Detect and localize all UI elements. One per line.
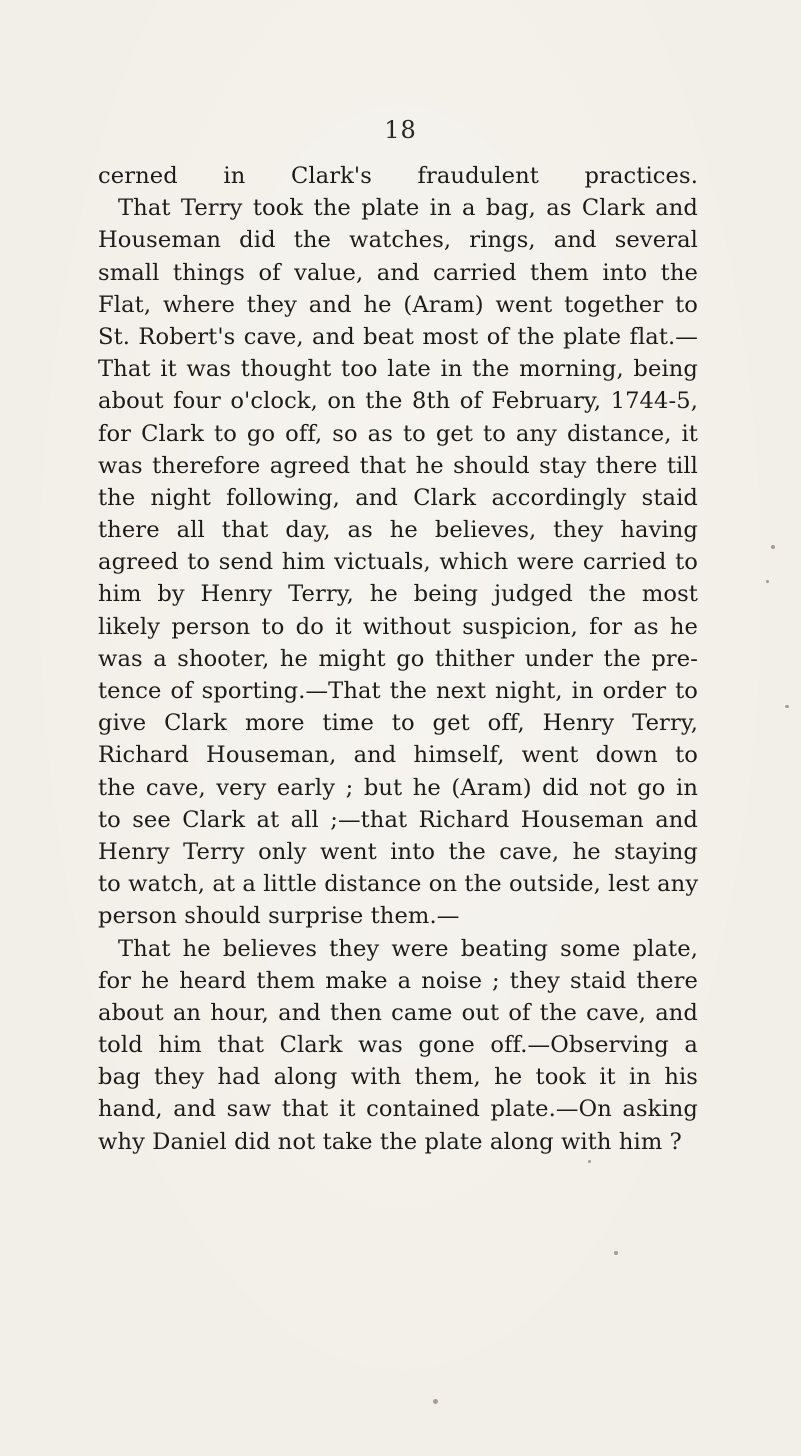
text-line: why Daniel did not take the plate along with him ? xyxy=(98,1128,682,1155)
ink-speck xyxy=(771,545,775,549)
ink-speck xyxy=(766,580,769,583)
body-text xyxy=(98,160,698,1158)
text-line: St. Robert's cave, and beat most of the plate flat.— xyxy=(98,323,698,350)
text-line: was therefore agreed that he should stay there till xyxy=(98,452,698,479)
ink-speck xyxy=(588,1160,591,1163)
text-line: hand, and saw that it contained plate.—On asking xyxy=(98,1096,698,1123)
text-line: the cave, very early ; but he (Aram) did not go in xyxy=(98,774,698,801)
text-line: was a shooter, he might go thither under the pre- xyxy=(98,645,698,672)
text-line: the night following, and Clark accordingly staid xyxy=(98,484,698,511)
text-line: likely person to do it without suspicion, for as he xyxy=(98,613,698,640)
text-line: That it was thought too late in the morning, being xyxy=(98,356,698,383)
text-line: there all that day, as he believes, they having xyxy=(98,517,698,544)
text-line: to watch, at a little distance on the outside, lest any xyxy=(98,871,699,898)
text-line: Richard Houseman, and himself, went down to xyxy=(98,742,698,769)
text-line: tence of sporting.—That the next night, in order to xyxy=(98,678,698,704)
text-line: small things of value, and carried them into the xyxy=(98,259,698,286)
text-line: told him that Clark was gone off.—Observing a xyxy=(98,1032,698,1059)
text-line: Flat, where they and he (Aram) went together to xyxy=(98,291,698,318)
text-line: give Clark more time to get off, Henry Terry, xyxy=(98,710,698,737)
text-line: for Clark to go off, so as to get to any distance, it xyxy=(98,420,698,447)
ink-speck xyxy=(614,1251,618,1255)
ink-speck xyxy=(433,1399,438,1404)
text-line: That he believes they were beating some plate, xyxy=(118,935,698,962)
text-line: about four o'clock, on the 8th of February, 1744-5, xyxy=(98,388,698,415)
text-line: agreed to send him victuals, which were carried to xyxy=(98,549,698,576)
text-line: person should surprise them.— xyxy=(98,903,460,930)
text-line: cerned in Clark's fraudulent practices. xyxy=(98,163,698,189)
text-line: him by Henry Terry, he being judged the most xyxy=(98,581,698,608)
text-line: to see Clark at all ;—that Richard Houseman and xyxy=(98,806,698,833)
text-line: bag they had along with them, he took it in his xyxy=(98,1064,698,1091)
page-number: 18 xyxy=(384,116,417,144)
text-line: for he heard them make a noise ; they staid there xyxy=(98,967,698,994)
text-line: about an hour, and then came out of the cave, and xyxy=(98,999,698,1026)
text-line: Houseman did the watches, rings, and several xyxy=(98,227,698,254)
text-line: Henry Terry only went into the cave, he staying xyxy=(98,838,698,865)
text-line: That Terry took the plate in a bag, as Clark and xyxy=(118,195,698,222)
ink-speck xyxy=(785,705,789,708)
